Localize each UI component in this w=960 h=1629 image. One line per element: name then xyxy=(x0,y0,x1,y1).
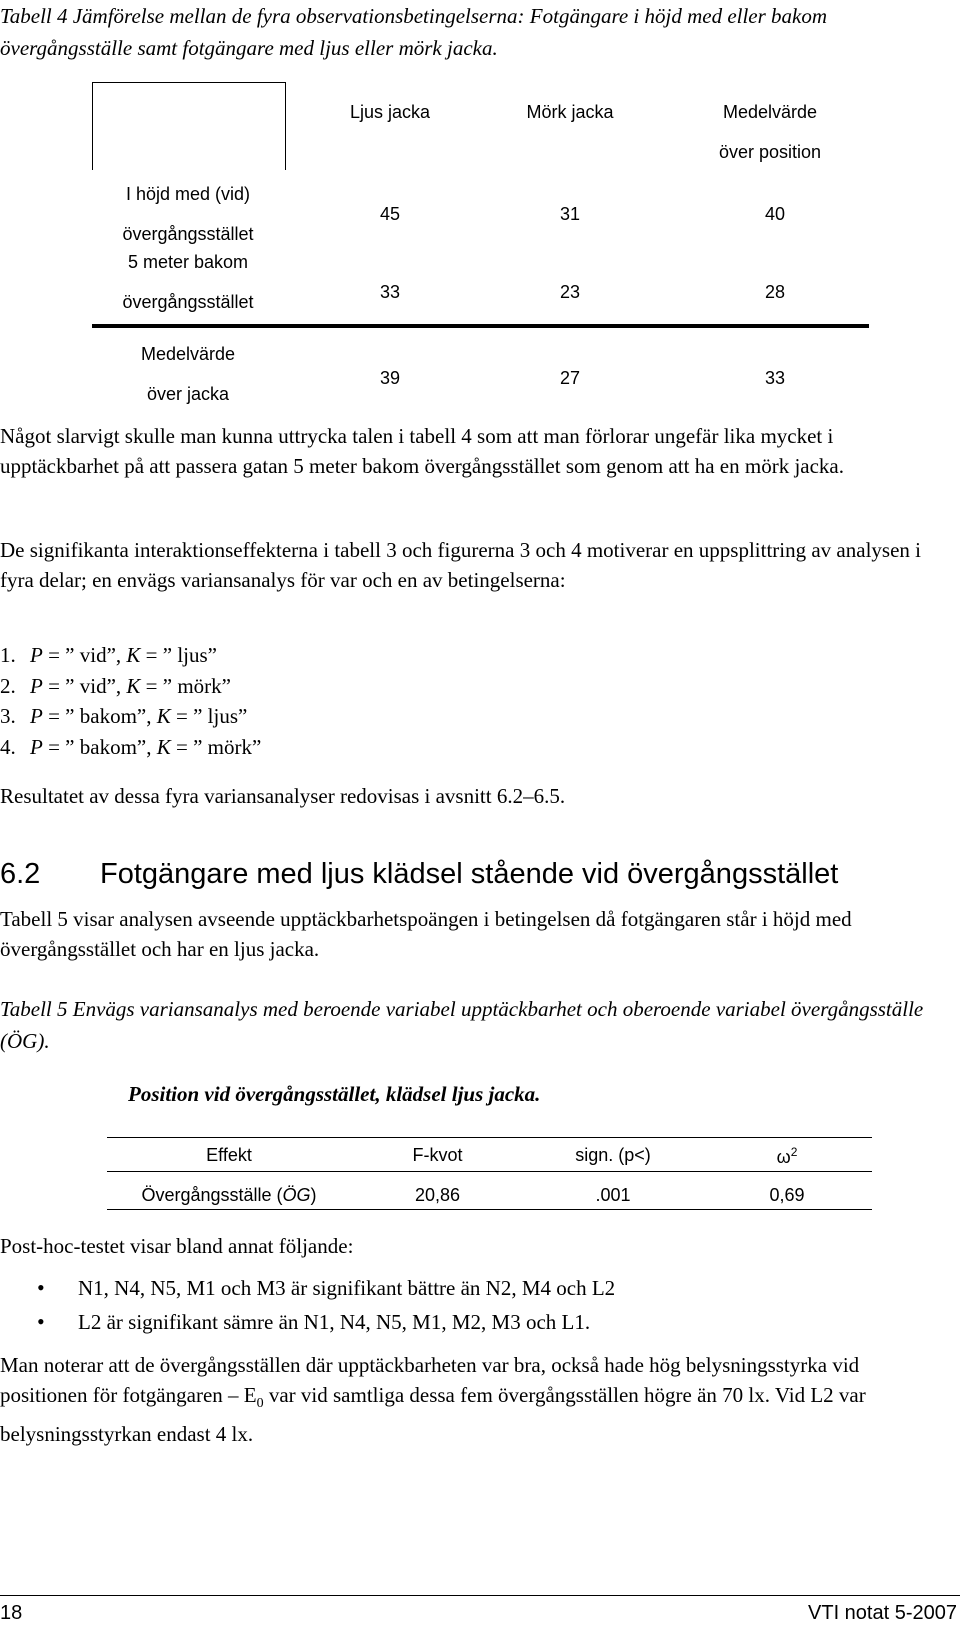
section-number: 6.2 xyxy=(0,858,41,890)
section-heading xyxy=(0,856,838,892)
table4-row3-light: 39 xyxy=(379,368,401,388)
condition-number: 4. xyxy=(0,734,16,759)
table5-row-effect-a: Övergångsställe ( xyxy=(141,1185,283,1205)
bullet-item: • L2 är signifikant sämre än N1, N4, N5, M1, M2, M3 och L1. xyxy=(27,1305,927,1339)
condition-p: P xyxy=(30,704,43,728)
table4-divider-thick xyxy=(92,324,869,328)
table5-header-f: F-kvot xyxy=(412,1145,463,1165)
condition-k-value: = ” ljus” xyxy=(140,643,217,667)
table5-title: Position vid övergångsstället, klädsel ljus jacka. xyxy=(128,1082,541,1106)
table5-caption: Tabell 5 Envägs variansanalys med beroende variabel upptäckbarhet och oberoende variabel övergångsställe (ÖG). xyxy=(0,997,924,1053)
table5-border-middle xyxy=(107,1171,872,1172)
table4-row2-label-line1: 5 meter bakom xyxy=(127,252,249,272)
paragraph-6-b: var vid samtliga dessa fem övergångsställen högre än 70 lx. Vid L2 var belysningsstyrkan endast 4 lx. xyxy=(0,1383,866,1447)
table4-header-light: Ljus jacka xyxy=(349,102,431,122)
condition-p-value: = ” vid”, xyxy=(42,643,127,667)
condition-item xyxy=(0,701,600,732)
table4-header-mean: Medelvärde xyxy=(722,102,818,122)
table5-row-omega: 0,69 xyxy=(769,1185,805,1205)
condition-item xyxy=(0,640,600,671)
conditions-list xyxy=(0,640,600,762)
table4-row2-mean: 28 xyxy=(764,282,786,302)
table4-row3-label xyxy=(93,334,283,414)
condition-p: P xyxy=(30,643,43,667)
table5-border-top xyxy=(107,1137,872,1138)
table5-row-f: 20,86 xyxy=(414,1185,461,1205)
table5-header-effect: Effekt xyxy=(206,1145,252,1165)
table4-border-top xyxy=(92,82,286,83)
table4-row1-dark: 31 xyxy=(559,204,581,224)
table5-header-omega xyxy=(702,1145,872,1168)
bullet-list xyxy=(27,1271,927,1339)
table4-border-right xyxy=(285,82,286,170)
table5-row-effect-b: ) xyxy=(310,1185,317,1205)
table5-row-effect-og: ÖG xyxy=(282,1185,311,1205)
condition-number: 2. xyxy=(0,673,16,698)
table4-row3-label-line1: Medelvärde xyxy=(140,344,236,364)
paragraph-6-subscript: 0 xyxy=(256,1396,264,1412)
table4-row3-label-line2: över jacka xyxy=(146,384,230,404)
condition-p-value: = ” bakom”, xyxy=(42,704,157,728)
paragraph-4: Tabell 5 visar analysen avseende upptäckbarhetspoängen i betingelsen då fotgängaren står i höjd med övergångsstället och har en ljus jacka. xyxy=(0,907,852,961)
table4-row2-dark: 23 xyxy=(559,282,581,302)
condition-item xyxy=(0,671,600,702)
condition-k: K xyxy=(126,643,141,667)
section-title: Fotgängare med ljus klädsel stående vid övergångsstället xyxy=(100,858,839,890)
paragraph-1: Något slarvigt skulle man kunna uttrycka talen i tabell 4 som att man förlorar ungefär lika mycket i upptäckbarhet på att passera gatan 5 meter bakom övergångsstället som genom att ha en mörk jacka. xyxy=(0,424,844,478)
condition-k-value: = ” mörk” xyxy=(140,673,231,698)
bullet-item: • N1, N4, N5, M1 och M3 är signifikant bättre än N2, M4 och L2 xyxy=(27,1271,927,1305)
table4-row2-label xyxy=(93,242,283,322)
footer-document-id: VTI notat 5-2007 xyxy=(808,1602,957,1624)
paragraph-5: Post-hoc-testet visar bland annat följande: xyxy=(0,1234,354,1258)
condition-number: 1. xyxy=(0,643,16,667)
table4-row2-label-line2: övergångsstället xyxy=(122,292,254,312)
table5-omega-symbol: ω xyxy=(776,1147,791,1167)
table4-row1-label-line1: I höjd med (vid) xyxy=(125,184,251,204)
condition-item xyxy=(0,732,600,763)
table4-row1-mean: 40 xyxy=(764,204,786,224)
table5-omega-exponent: 2 xyxy=(790,1145,798,1159)
table4-row2-light: 33 xyxy=(379,282,401,302)
table5-row-sign: .001 xyxy=(595,1185,631,1205)
table4-row1-light: 45 xyxy=(379,204,401,224)
table4-border-left xyxy=(92,82,93,170)
condition-p: P xyxy=(30,673,43,698)
condition-k: K xyxy=(156,734,171,759)
footer-page-number: 18 xyxy=(0,1602,23,1624)
table4-header-mean2: över position xyxy=(718,142,822,162)
footer-rule xyxy=(0,1595,960,1596)
condition-k-value: = ” mörk” xyxy=(170,734,262,759)
paragraph-6-a: Man noterar att de övergångsställen där upptäckbarheten var bra, också hade hög belysningsstyrka vid positionen för fotgängaren – E xyxy=(0,1353,860,1407)
table5-border-bottom xyxy=(107,1209,872,1210)
table5-header-sign: sign. (p<) xyxy=(575,1145,651,1165)
condition-p-value: = ” vid”, xyxy=(42,673,127,698)
condition-p: P xyxy=(30,734,43,759)
paragraph-3: Resultatet av dessa fyra variansanalyser redovisas i avsnitt 6.2–6.5. xyxy=(0,784,566,808)
condition-number: 3. xyxy=(0,704,16,728)
table5-row-effect xyxy=(107,1185,351,1206)
condition-k: K xyxy=(126,673,141,698)
condition-k: K xyxy=(156,704,171,728)
table4-row3-dark: 27 xyxy=(559,368,581,388)
table4-row3-mean: 33 xyxy=(764,368,786,388)
condition-k-value: = ” ljus” xyxy=(170,704,248,728)
table4-row1-label-line2: övergångsstället xyxy=(122,224,254,244)
table4-caption: Tabell 4 Jämförelse mellan de fyra observationsbetingelserna: Fotgängare i höjd med eller bakom övergångsställe samt fotgängare med ljus eller mörk jacka. xyxy=(0,4,828,60)
paragraph-2: De signifikanta interaktionseffekterna i tabell 3 och figurerna 3 och 4 motiverar en uppsplittring av analysen i fyra delar; en envägs variansanalys för var och en av betingelserna: xyxy=(0,538,921,592)
paragraph-6 xyxy=(0,1350,945,1449)
table4-header-dark: Mörk jacka xyxy=(526,102,614,122)
condition-p-value: = ” bakom”, xyxy=(42,734,157,759)
